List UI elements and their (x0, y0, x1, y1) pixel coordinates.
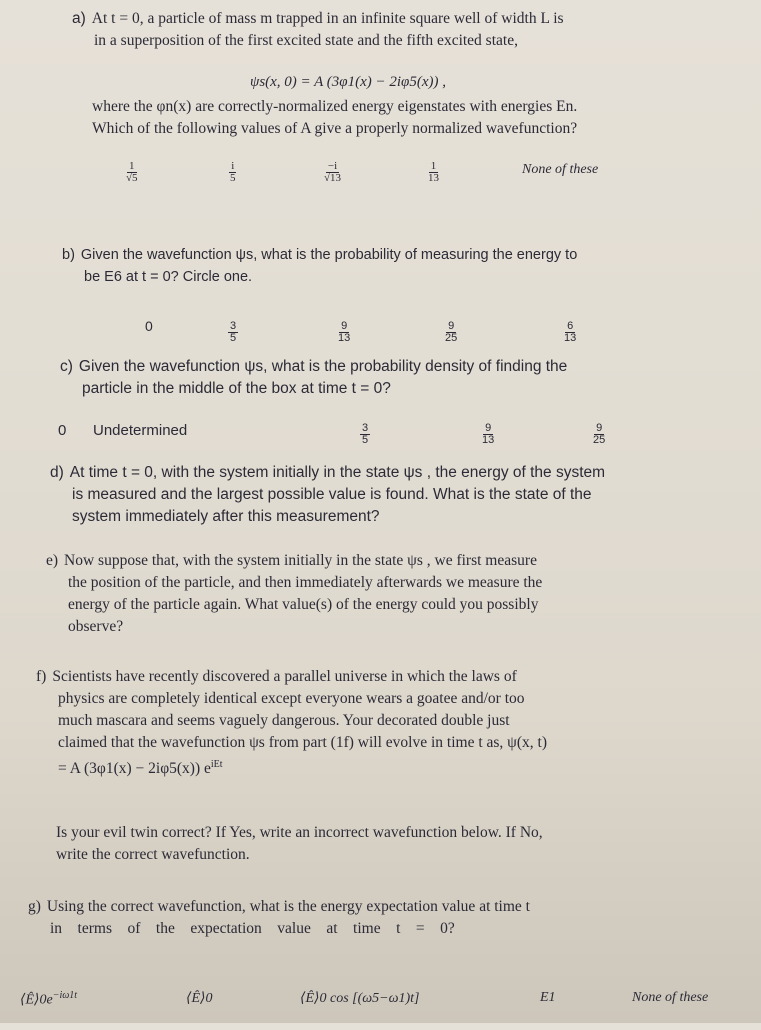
answer-option[interactable]: $⟨Ê⟩0e^{-i\omega 1t}$ (20, 990, 78, 1008)
answer-option[interactable]: E1 (540, 990, 556, 1005)
answer-option[interactable]: Undetermined (93, 422, 188, 439)
question-text: is measured and the largest possible value is found. What is the state of the (72, 486, 592, 503)
question-text: the position of the particle, and then immediately afterwards we measure the (68, 574, 543, 591)
question-text: energy of the particle again. What value(s) of the energy could you possibly (68, 596, 539, 613)
answer-option[interactable]: ⟨Ê⟩0 cos [(ω5−ω1)t] (300, 991, 420, 1006)
question-f (36, 666, 746, 780)
equation-psi-s: ψs(x, 0) = A (3φ1(x) − 2iφ5(x)) , (250, 74, 446, 90)
question-label: a) (72, 10, 86, 27)
question-text: Given the wavefunction ψs, what is the probability of measuring the energy to (80, 247, 578, 263)
question-text: physics are completely identical except everyone wears a goatee and/or too (58, 690, 525, 707)
answer-option[interactable]: $\frac{9}{25}$ (593, 422, 606, 446)
answer-options-c (0, 418, 761, 458)
answer-option[interactable]: None of these (522, 162, 599, 177)
answer-option[interactable]: $\frac{9}{13}$ (338, 320, 351, 344)
answer-option[interactable]: $\frac{3}{5}$ (230, 320, 237, 344)
answer-options-a (0, 158, 761, 198)
question-e (46, 550, 746, 638)
question-text: Now suppose that, with the system initially in the state ψs , we first measure (64, 552, 537, 569)
question-text: Is your evil twin correct? If Yes, write an incorrect wavefunction below. If No, (56, 824, 543, 841)
question-text: write the correct wavefunction. (56, 846, 250, 863)
question-text: in a superposition of the first excited state and the fifth excited state, (94, 32, 518, 49)
question-text: Using the correct wavefunction, what is the energy expectation value at time t (46, 898, 530, 915)
question-text: be E6 at t = 0? Circle one. (84, 269, 253, 285)
question-label: d) (50, 464, 64, 481)
question-text: much mascara and seems vaguely dangerous. Your decorated double just (58, 712, 510, 729)
question-d (50, 462, 740, 528)
answer-option[interactable]: None of these (632, 990, 709, 1005)
answer-option[interactable]: $\frac{3}{5}$ (362, 422, 369, 446)
question-text: in terms of the expectation value at time t = 0? (50, 920, 455, 937)
answer-option[interactable]: 0 (145, 318, 153, 334)
question-text: claimed that the wavefunction ψs from part (1f) will evolve in time t as, ψ(x, t) (58, 734, 547, 751)
answer-option[interactable]: $\frac{1}{√5}$ (126, 160, 138, 184)
question-text: = A (3φ1(x) − 2iφ5(x)) e (58, 760, 211, 778)
answer-option[interactable]: $\frac{1}{13}$ (428, 160, 439, 184)
question-text: At t = 0, a particle of mass m trapped in an infinite square well of width L is (91, 10, 564, 27)
question-c (60, 356, 740, 400)
answer-option[interactable]: $\frac{6}{13}$ (564, 320, 577, 344)
question-b (62, 244, 732, 288)
question-label: e) (46, 552, 59, 569)
question-text: system immediately after this measurement? (72, 508, 380, 525)
answer-option[interactable]: $\frac{9}{25}$ (445, 320, 458, 344)
answer-options-b (0, 316, 761, 356)
question-label: g) (28, 898, 41, 915)
question-text: particle in the middle of the box at time t = 0? (82, 380, 391, 397)
answer-option[interactable]: $\frac{-i}{√13}$ (324, 160, 342, 184)
question-a-continued (92, 96, 732, 140)
question-text: Given the wavefunction ψs, what is the probability density of finding the (78, 358, 568, 375)
question-text: observe? (68, 618, 124, 635)
question-a (72, 8, 732, 52)
question-text: At time t = 0, with the system initially in the state ψs , the energy of the system (69, 464, 606, 481)
answer-option[interactable]: 0 (58, 422, 67, 439)
question-text: Scientists have recently discovered a parallel universe in which the laws of (52, 668, 517, 685)
question-label: b) (62, 247, 75, 263)
question-label: c) (60, 358, 73, 375)
exponent: iEt (210, 759, 223, 770)
answer-option[interactable]: $\frac{i}{5}$ (230, 160, 236, 184)
question-g (28, 896, 743, 940)
answer-options-g (0, 990, 761, 1030)
question-text: Which of the following values of A give a properly normalized wavefunction? (92, 120, 578, 137)
answer-option[interactable]: $\frac{9}{13}$ (482, 422, 495, 446)
question-label: f) (36, 668, 47, 685)
question-f-followup (56, 822, 746, 866)
answer-option[interactable]: ⟨Ê⟩0 (186, 991, 213, 1006)
question-text: where the φn(x) are correctly-normalized energy eigenstates with energies En. (92, 98, 578, 115)
